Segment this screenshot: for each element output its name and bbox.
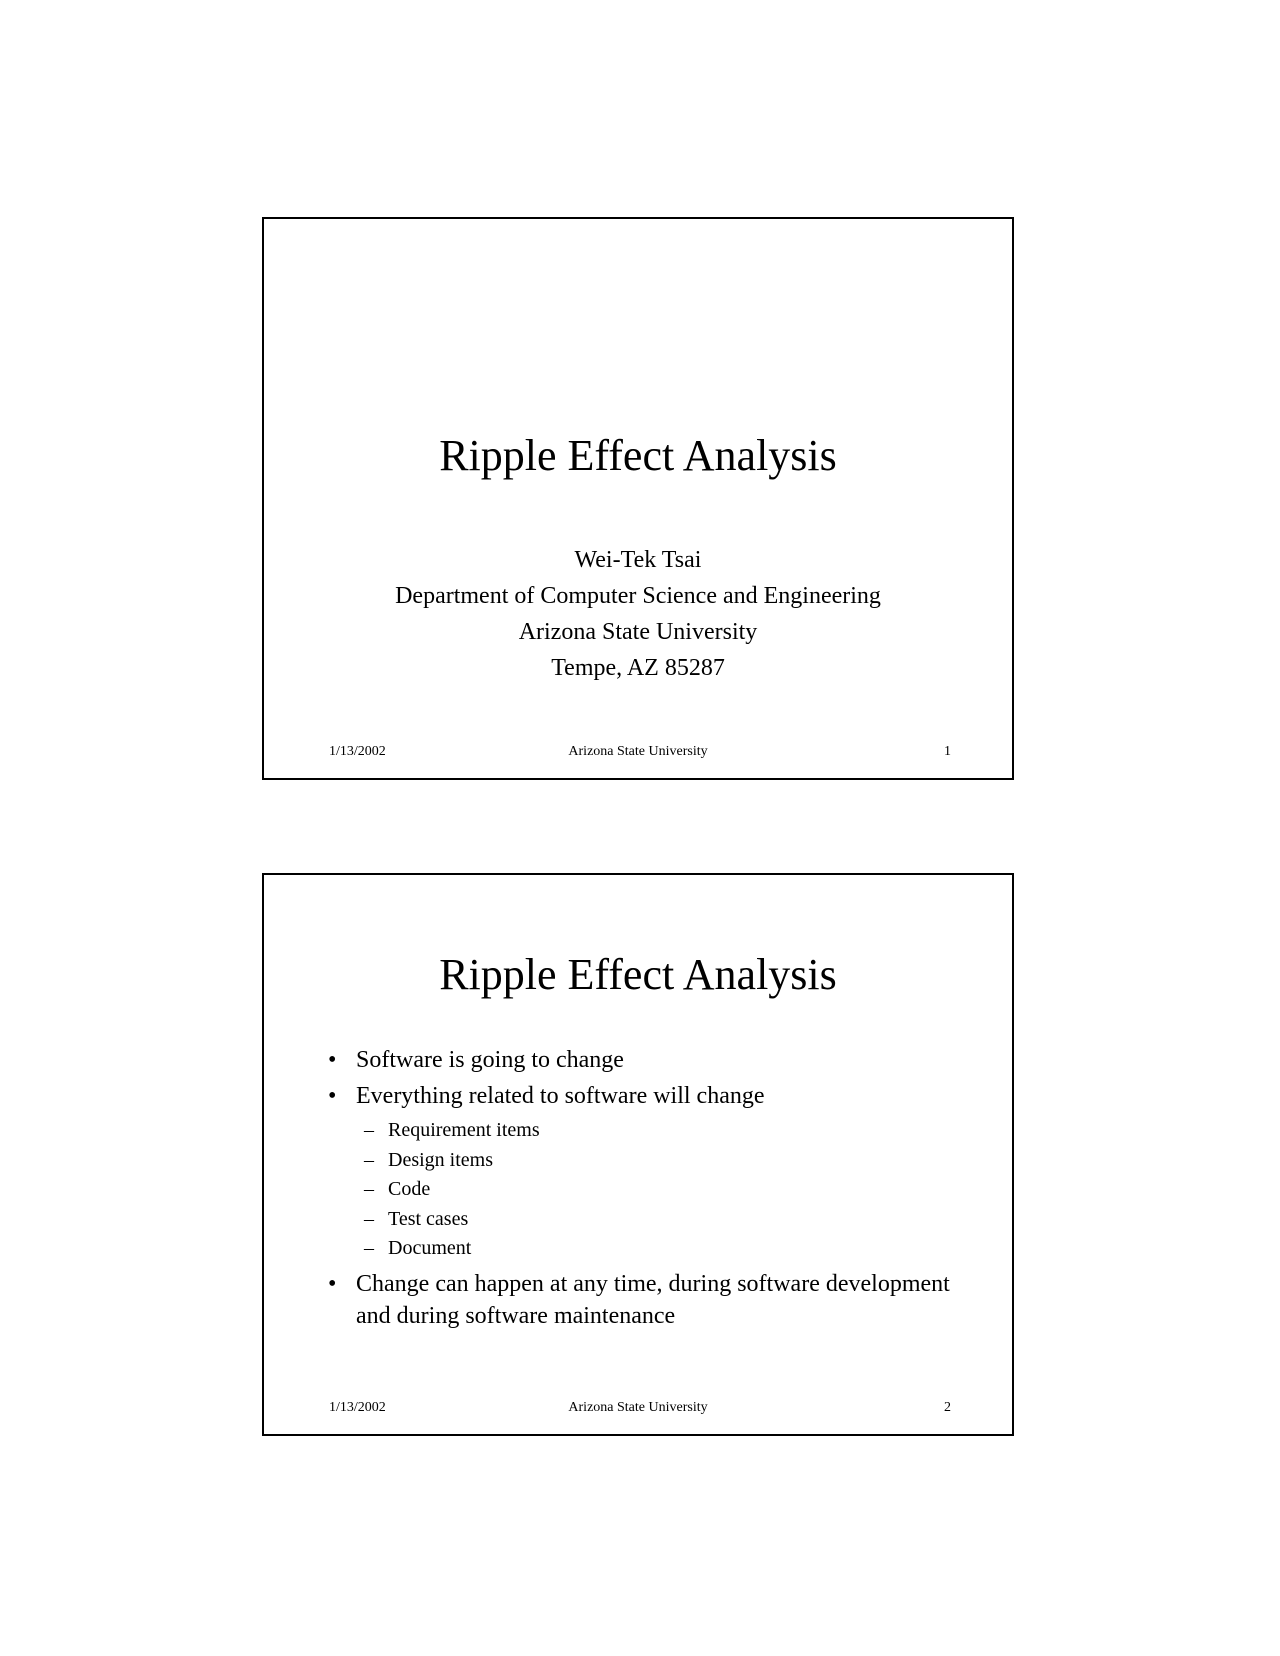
dash-marker: – [364, 1237, 374, 1260]
bullet-text: Everything related to software will change [356, 1083, 765, 1109]
slide-title: Ripple Effect Analysis [439, 950, 837, 999]
sub-bullet-text: Test cases [388, 1207, 469, 1230]
bullet-marker: • [328, 1083, 337, 1109]
sub-bullet-list [328, 1116, 968, 1264]
location: Tempe, AZ 85287 [551, 655, 725, 681]
bullet-text: Change can happen at any time, during software development and during software maintenance [356, 1270, 950, 1329]
bullet-item [328, 1080, 968, 1112]
bullet-text: Software is going to change [356, 1047, 624, 1073]
footer-date: 1/13/2002 [329, 744, 386, 759]
author-name: Wei-Tek Tsai [574, 547, 702, 573]
sub-bullet-text: Code [388, 1178, 431, 1201]
sub-bullet-item [328, 1175, 968, 1205]
dash-marker: – [364, 1178, 374, 1201]
department: Department of Computer Science and Engineering [395, 583, 881, 609]
dash-marker: – [364, 1207, 374, 1230]
sub-bullet-text: Design items [388, 1148, 493, 1171]
dash-marker: – [364, 1148, 374, 1171]
bullet-list [328, 1044, 968, 1336]
sub-bullet-item [328, 1205, 968, 1235]
slide-title: Ripple Effect Analysis [439, 431, 837, 480]
slide-footer [264, 743, 1012, 761]
footer-org: Arizona State University [568, 1400, 708, 1415]
sub-bullet-text: Requirement items [388, 1119, 540, 1141]
slide-footer [264, 1399, 1012, 1417]
bullet-marker: • [328, 1270, 337, 1297]
bullet-item [328, 1268, 968, 1332]
footer-date: 1/13/2002 [329, 1400, 386, 1415]
sub-bullet-item [328, 1116, 968, 1146]
dash-marker: – [364, 1119, 374, 1141]
sub-bullet-item [328, 1234, 968, 1264]
sub-bullet-text: Document [388, 1237, 472, 1260]
footer-page-number: 2 [944, 1400, 951, 1415]
footer-page-number: 1 [944, 744, 951, 759]
bullet-item [328, 1044, 968, 1076]
university: Arizona State University [518, 619, 758, 645]
slide-1 [262, 217, 1014, 780]
sub-bullet-item [328, 1146, 968, 1176]
slide-subtitle [264, 542, 1012, 686]
bullet-marker: • [328, 1047, 337, 1073]
footer-org: Arizona State University [568, 744, 708, 759]
slide-2 [262, 873, 1014, 1436]
